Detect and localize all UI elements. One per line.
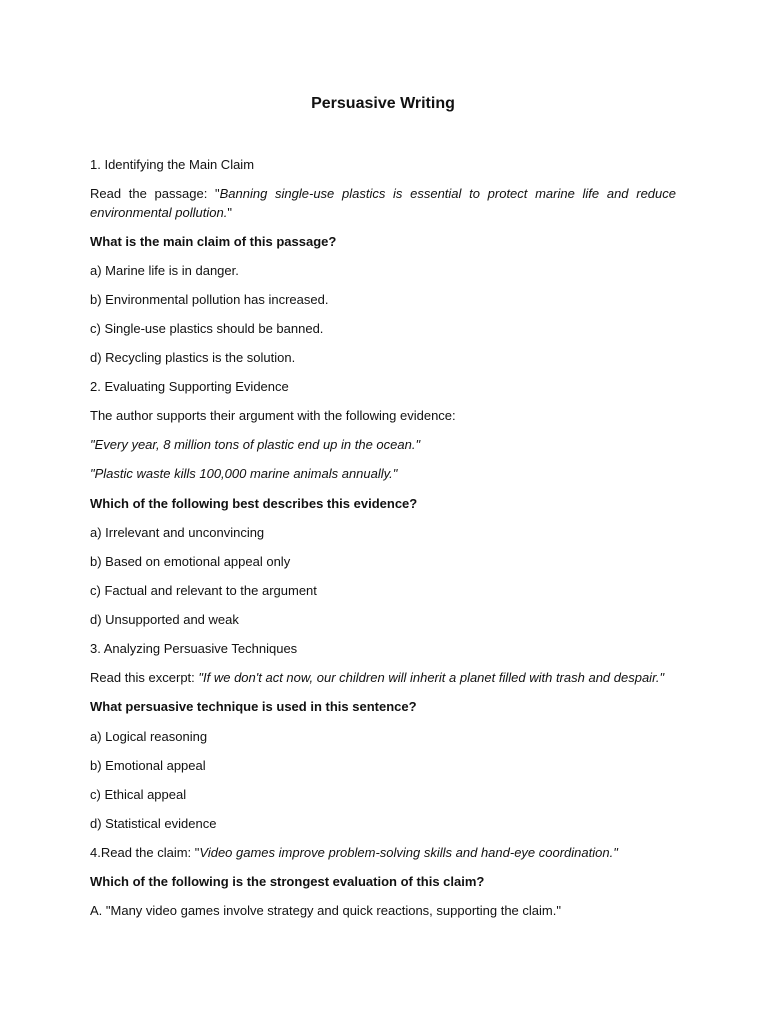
q1-passage-text-2: environmental pollution. — [90, 205, 228, 220]
q4-claim-prefix: 4.Read the claim: " — [90, 845, 200, 860]
q2-option-d: d) Unsupported and weak — [90, 612, 239, 627]
q2-option-a: a) Irrelevant and unconvincing — [90, 525, 265, 540]
q2-option-c: c) Factual and relevant to the argument — [90, 583, 317, 598]
q4-claim-text: Video games improve problem-solving skills and hand-eye coordination." — [199, 845, 618, 860]
q3-excerpt-text: "If we don't act now, our children will inherit a planet filled with trash and despair." — [198, 670, 665, 685]
document-page — [90, 0, 676, 1024]
q1-option-d: d) Recycling plastics is the solution. — [90, 350, 296, 365]
q3-excerpt-prefix: Read this excerpt: — [90, 670, 199, 685]
q2-evidence-1: "Every year, 8 million tons of plastic end up in the ocean." — [90, 437, 421, 452]
q2-option-b: b) Based on emotional appeal only — [90, 554, 291, 569]
q3-question: What persuasive technique is used in this sentence? — [90, 699, 417, 714]
q1-passage-line1 — [90, 184, 676, 203]
q1-passage-line2 — [90, 203, 676, 222]
q3-heading: 3. Analyzing Persuasive Techniques — [90, 641, 298, 656]
q1-option-a: a) Marine life is in danger. — [90, 263, 239, 278]
q1-option-c: c) Single-use plastics should be banned. — [90, 321, 324, 336]
q1-passage-prefix: Read the passage: " — [90, 186, 220, 201]
q3-option-d: d) Statistical evidence — [90, 816, 217, 831]
q3-option-a: a) Logical reasoning — [90, 729, 208, 744]
q2-question: Which of the following best describes this evidence? — [90, 496, 418, 511]
page-title: Persuasive Writing — [311, 95, 455, 112]
q1-question: What is the main claim of this passage? — [90, 234, 337, 249]
q1-heading: 1. Identifying the Main Claim — [90, 157, 255, 172]
q2-evidence-2: "Plastic waste kills 100,000 marine animals annually." — [90, 466, 398, 481]
q4-question: Which of the following is the strongest evaluation of this claim? — [90, 874, 485, 889]
q4-claim — [90, 843, 676, 862]
q1-passage-text-1: Banning single-use plastics is essential to protect marine life and reduce — [219, 186, 676, 201]
q3-option-c: c) Ethical appeal — [90, 787, 187, 802]
q4-option-a: A. "Many video games involve strategy and quick reactions, supporting the claim." — [90, 903, 561, 918]
q3-excerpt — [90, 668, 676, 687]
q1-passage-close: " — [227, 205, 232, 220]
q3-option-b: b) Emotional appeal — [90, 758, 206, 773]
q1-option-b: b) Environmental pollution has increased. — [90, 292, 329, 307]
q2-intro: The author supports their argument with the following evidence: — [90, 408, 456, 423]
q2-heading: 2. Evaluating Supporting Evidence — [90, 379, 289, 394]
